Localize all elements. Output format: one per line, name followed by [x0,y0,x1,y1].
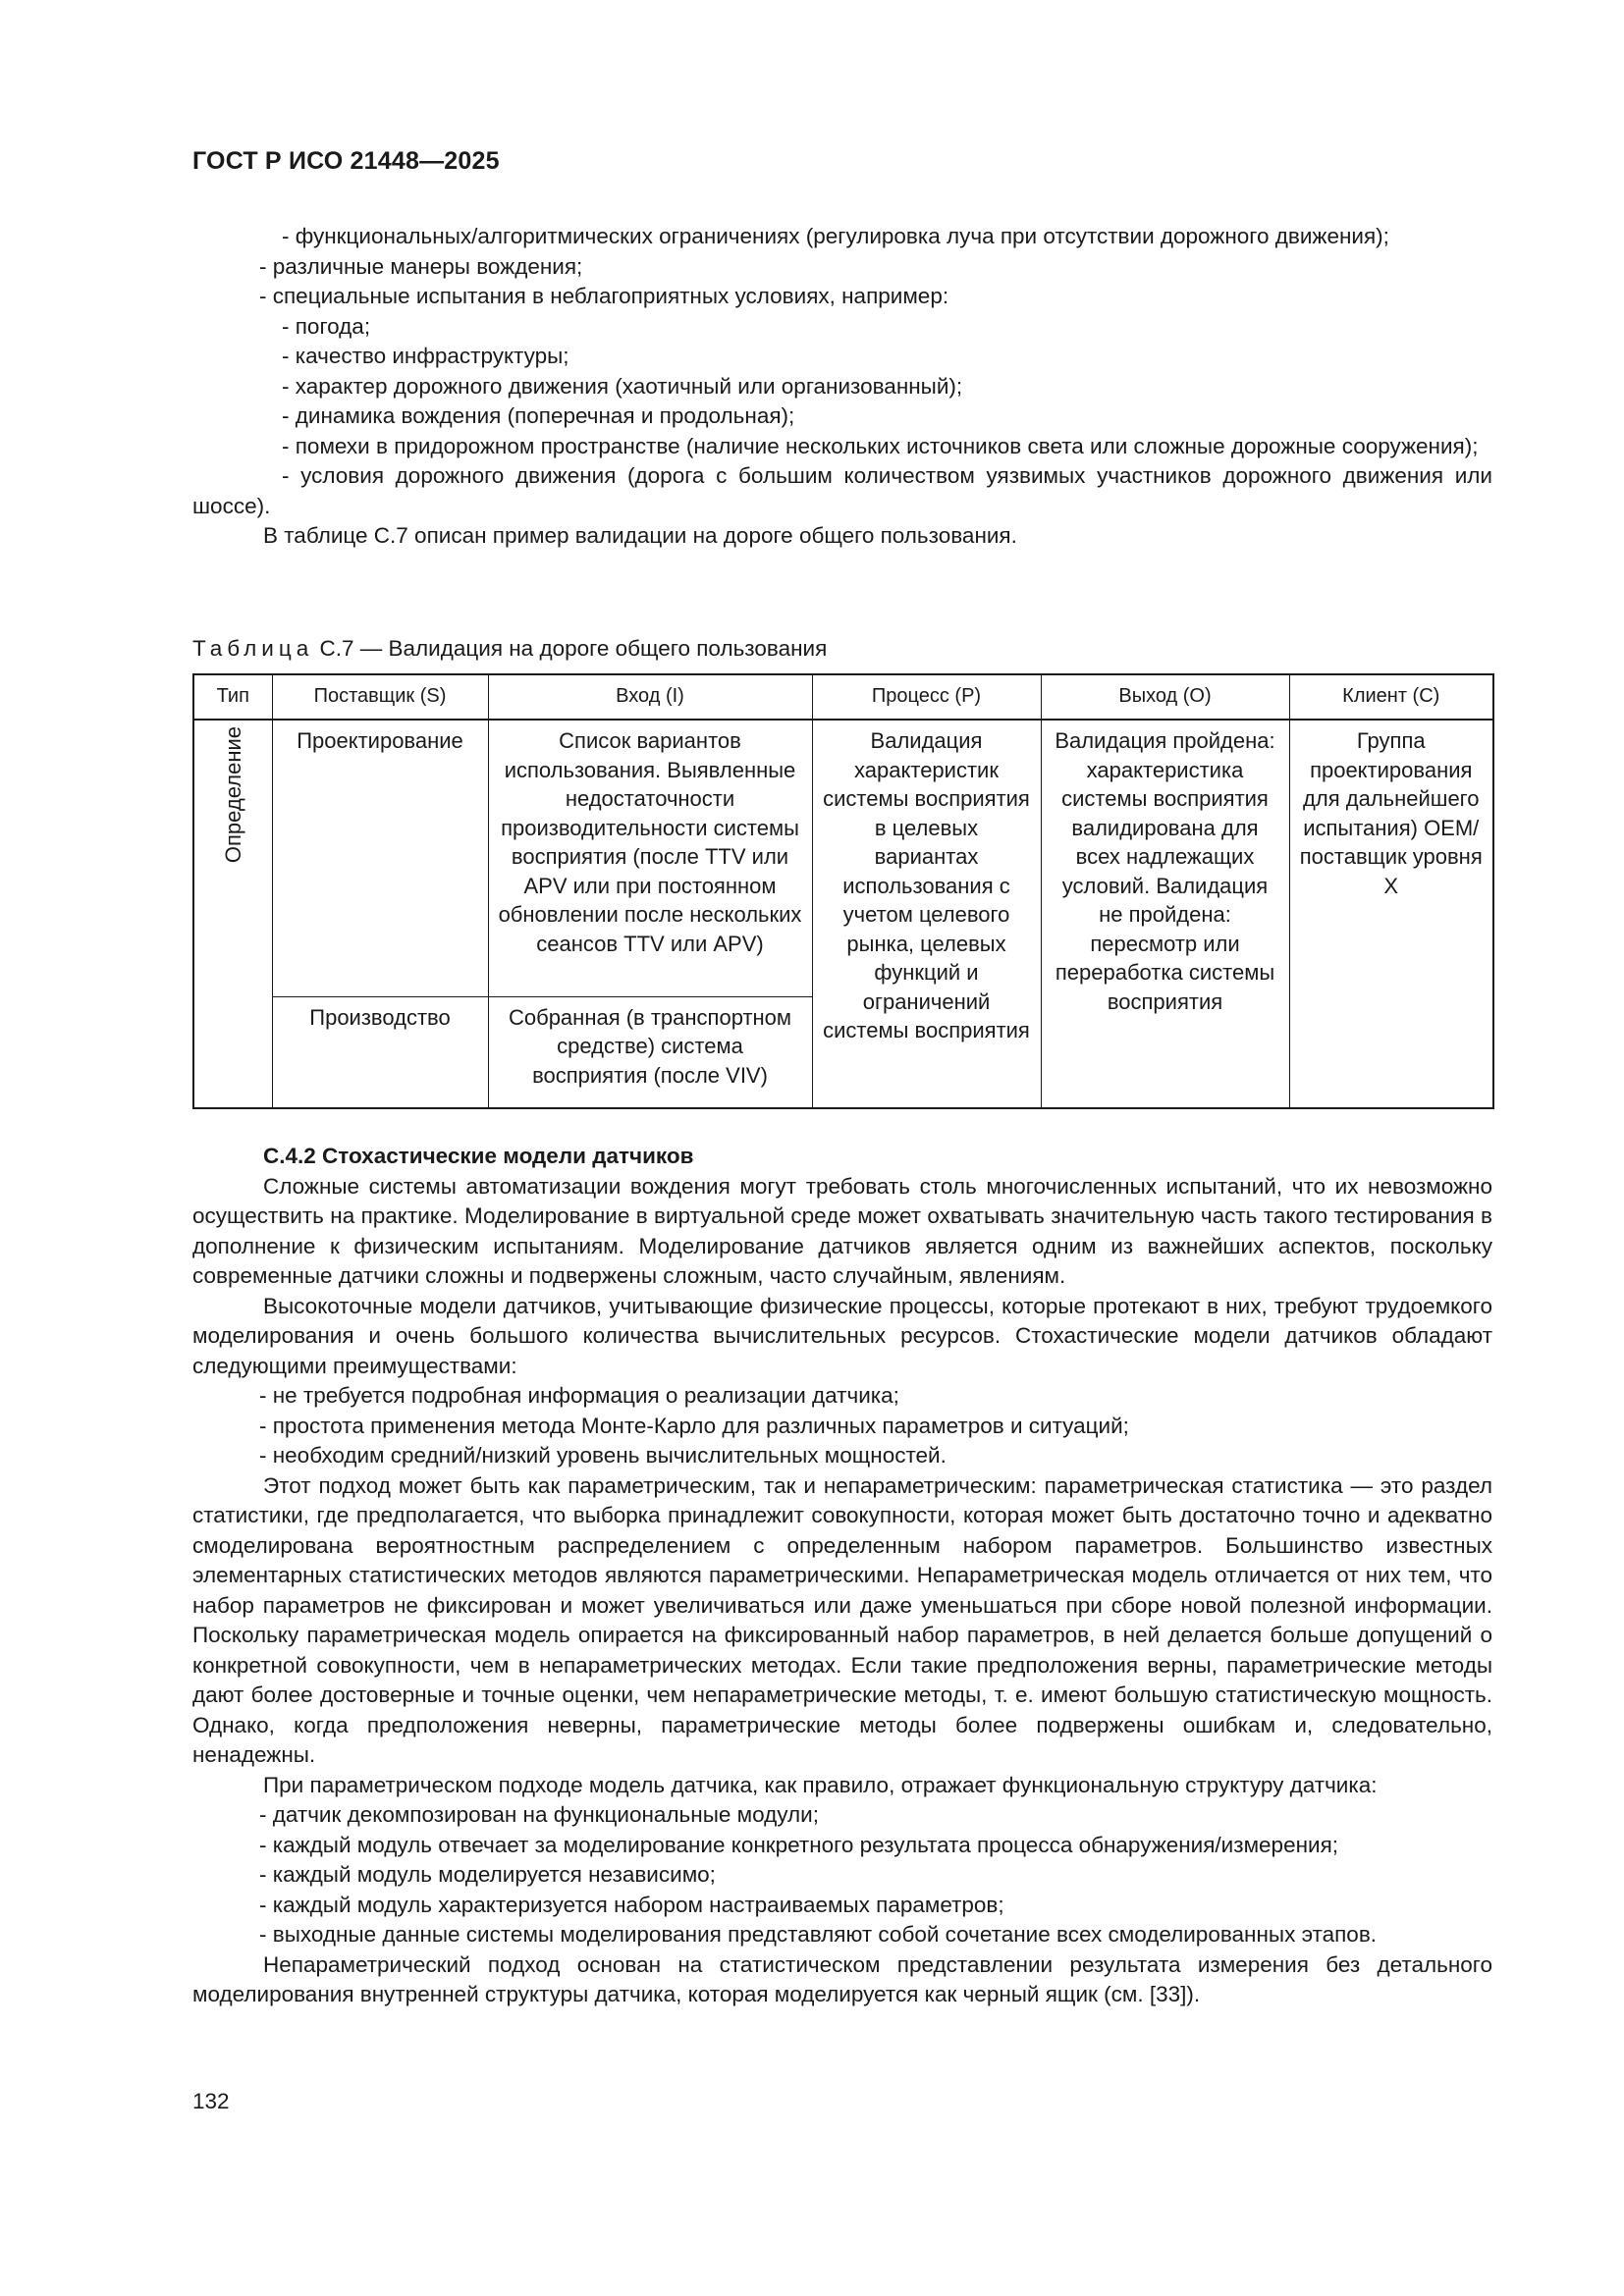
list-item: - датчик декомпозирован на функциональные модули; [259,1802,819,1827]
header-client: Клиент (C) [1289,674,1493,720]
type-cell [193,720,272,1108]
header-process: Процесс (P) [812,674,1041,720]
section-title: С.4.2 Стохастические модели датчиков [263,1144,694,1168]
list-item: - качество инфраструктуры; [282,344,569,368]
paragraph: Сложные системы автоматизации вождения могут требовать столь многочисленных испытаний, что их невозможно осуществить на практике. Моделирование в виртуальной среде может охватывать значительную часть такого тестирования в дополнение к физическим испытаниям. Моделирование датчиков является одним из важнейших аспектов, поскольку современные датчики сложны и подвержены сложным, часто случайным, явлениям. [192,1173,1492,1288]
table-caption-text: С.7 — Валидация на дороге общего пользования [313,636,828,661]
table-header-row [193,674,1493,720]
list-item: - каждый модуль характеризуется набором настраиваемых параметров; [259,1892,1004,1917]
input-production: Собранная (в транспортном средстве) система восприятия (после VIV) [488,996,812,1108]
list-item: - специальные испытания в неблагоприятных условиях, например: [259,284,949,308]
paragraph: Высокоточные модели датчиков, учитывающие физические процессы, которые протекают в них, требуют трудоемкого моделирования и очень большого количества вычислительных ресурсов. Стохастические модели датчиков обладают следующими преимуществами: [192,1293,1492,1378]
table-row [193,720,1493,996]
supplier-production: Производство [272,996,488,1108]
type-label: Определение [220,726,245,864]
paragraph: В таблице С.7 описан пример валидации на дороге общего пользования. [263,523,1017,548]
list-item: - необходим средний/низкий уровень вычислительных мощностей. [259,1443,947,1468]
paragraph: При параметрическом подходе модель датчика, как правило, отражает функциональную структуру датчика: [263,1772,1378,1797]
list-item: - функциональных/алгоритмических ограничениях (регулировка луча при отсутствии дорожного движения); [282,224,1389,248]
validation-table [192,673,1494,1109]
paragraph: Этот подход может быть как параметрическим, так и непараметрическим: параметрическая статистика — это раздел статистики, где предполагается, что выборка принадлежит совокупности, которая может быть достаточно точно и адекватно смоделирована вероятностным распределением с определенным набором параметров. Большинство известных элементарных статистических методов являются параметрическими. Непараметрическая модель отличается от них тем, что набор параметров не фиксирован и может увеличиваться или даже уменьшаться при сборе новой полезной информации. Поскольку параметрическая модель опирается на фиксированный набор параметров, в ней делается больше допущений о конкретной совокупности, чем в непараметрических методах. Если такие предположения верны, параметрические методы дают более достоверные и точные оценки, чем непараметрические методы, т. е. имеют большую статистическую мощность. Однако, когда предположения неверны, параметрические методы более подвержены ошибкам и, следовательно, ненадежны. [192,1472,1492,1767]
process-cell: Валидация характеристик системы восприятия в целевых вариантах использования с учетом целевого рынка, целевых функций и ограничений системы восприятия [812,720,1041,1108]
list-item: - характер дорожного движения (хаотичный или организованный); [282,373,963,399]
section-c42 [192,1142,1492,2010]
table-caption [192,634,827,664]
header-output: Выход (O) [1041,674,1289,720]
list-item: - каждый модуль отвечает за моделирование конкретного результата процесса обнаружения/измерения; [259,1832,1339,1857]
input-design: Список вариантов использования. Выявленные недостаточности производительности системы восприятия (после TTV или APV или при постоянном обновлении после нескольких сеансов TTV или APV) [488,720,812,996]
output-cell: Валидация пройдена: характеристика системы восприятия валидирована для всех надлежащих условий. Валидация не пройдена: пересмотр или переработка системы восприятия [1041,720,1289,1108]
list-item: - помехи в придорожном пространстве (наличие нескольких источников света или сложные дорожные сооружения); [282,433,1479,458]
header-type: Тип [193,674,272,720]
table-caption-label: Таблица [192,636,314,661]
list-item: - погода; [282,313,371,339]
list-item: - не требуется подробная информация о реализации датчика; [259,1383,899,1408]
list-item: - выходные данные системы моделирования представляют собой сочетание всех смоделированных этапов. [259,1922,1378,1947]
list-item: - простота применения метода Монте-Карло для различных параметров и ситуаций; [259,1413,1129,1438]
list-item: - динамика вождения (поперечная и продольная); [282,403,795,428]
supplier-design: Проектирование [272,720,488,996]
intro-block [192,222,1492,552]
document-header: ГОСТ Р ИСО 21448—2025 [192,147,500,175]
header-supplier: Поставщик (S) [272,674,488,720]
header-input: Вход (I) [488,674,812,720]
list-item: - условия дорожного движения (дорога с большим количеством уязвимых участников дорожного движения или шоссе). [192,463,1492,518]
paragraph: Непараметрический подход основан на статистическом представлении результата измерения без детального моделирования внутренней структуры датчика, которая моделируется как черный ящик (см. [33]). [192,1951,1492,2006]
list-item: - различные манеры вождения; [259,253,583,279]
list-item: - каждый модуль моделируется независимо; [259,1862,716,1887]
page-number: 132 [192,2089,230,2113]
client-cell: Группа проектирования для дальнейшего испытания) OEM/ поставщик уровня X [1289,720,1493,1108]
